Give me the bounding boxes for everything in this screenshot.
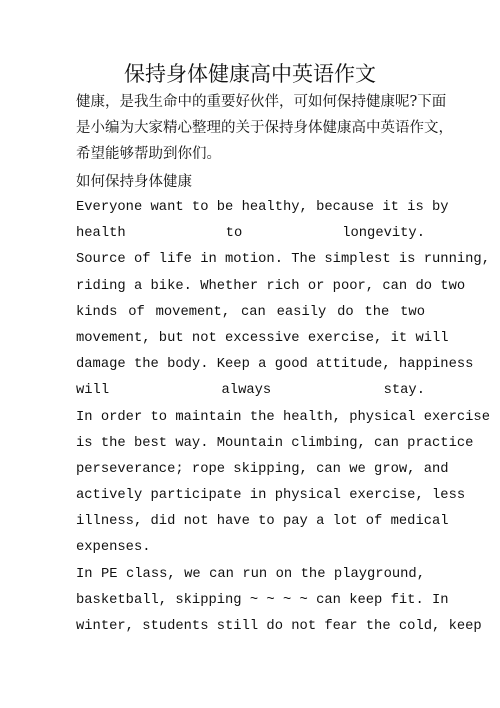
text-line: health to longevity.	[76, 226, 425, 242]
page-title: 保持身体健康高中英语作文	[124, 62, 376, 86]
text-line: Everyone want to be healthy, because it is by	[76, 200, 449, 215]
english-paragraph-1	[76, 195, 490, 562]
intro-line: 健康，是我生命中的重要好伙伴，可如何保持健康呢?下面	[76, 94, 447, 110]
text-line: kinds of movement, can easily do the two	[76, 304, 425, 320]
text-line: riding a bike. Whether rich or poor, can do two	[76, 278, 466, 294]
intro-paragraph	[76, 89, 453, 167]
intro-line: 是小编为大家精心整理的关于保持身体健康高中英语作文，	[76, 120, 453, 136]
text-line: damage the body. Keep a good attitude, happiness	[76, 357, 474, 373]
text-line: actively participate in physical exercise, less	[76, 488, 466, 504]
text-line: perseverance; rope skipping, can we grow, and	[76, 461, 449, 477]
text-line: illness, did not have to pay a lot of medical	[76, 514, 449, 530]
text-line: expenses.	[76, 540, 151, 556]
text-line: movement, but not excessive exercise, it will	[76, 330, 449, 346]
text-line: In order to maintain the health, physical exercise	[76, 409, 490, 425]
text-line: is the best way. Mountain climbing, can practice	[76, 435, 474, 451]
intro-line: 希望能够帮助到你们。	[76, 146, 221, 162]
text-line: basketball, skipping ~ ~ ~ ~ can keep fit. In	[76, 593, 449, 609]
english-paragraph-2	[76, 562, 482, 641]
text-line: will always stay.	[76, 383, 425, 399]
text-line: Source of life in motion. The simplest is running,	[76, 252, 490, 268]
section-heading: 如何保持身体健康	[76, 174, 192, 190]
text-line: winter, students still do not fear the cold, keep	[76, 619, 482, 635]
text-line: In PE class, we can run on the playground,	[76, 567, 425, 582]
